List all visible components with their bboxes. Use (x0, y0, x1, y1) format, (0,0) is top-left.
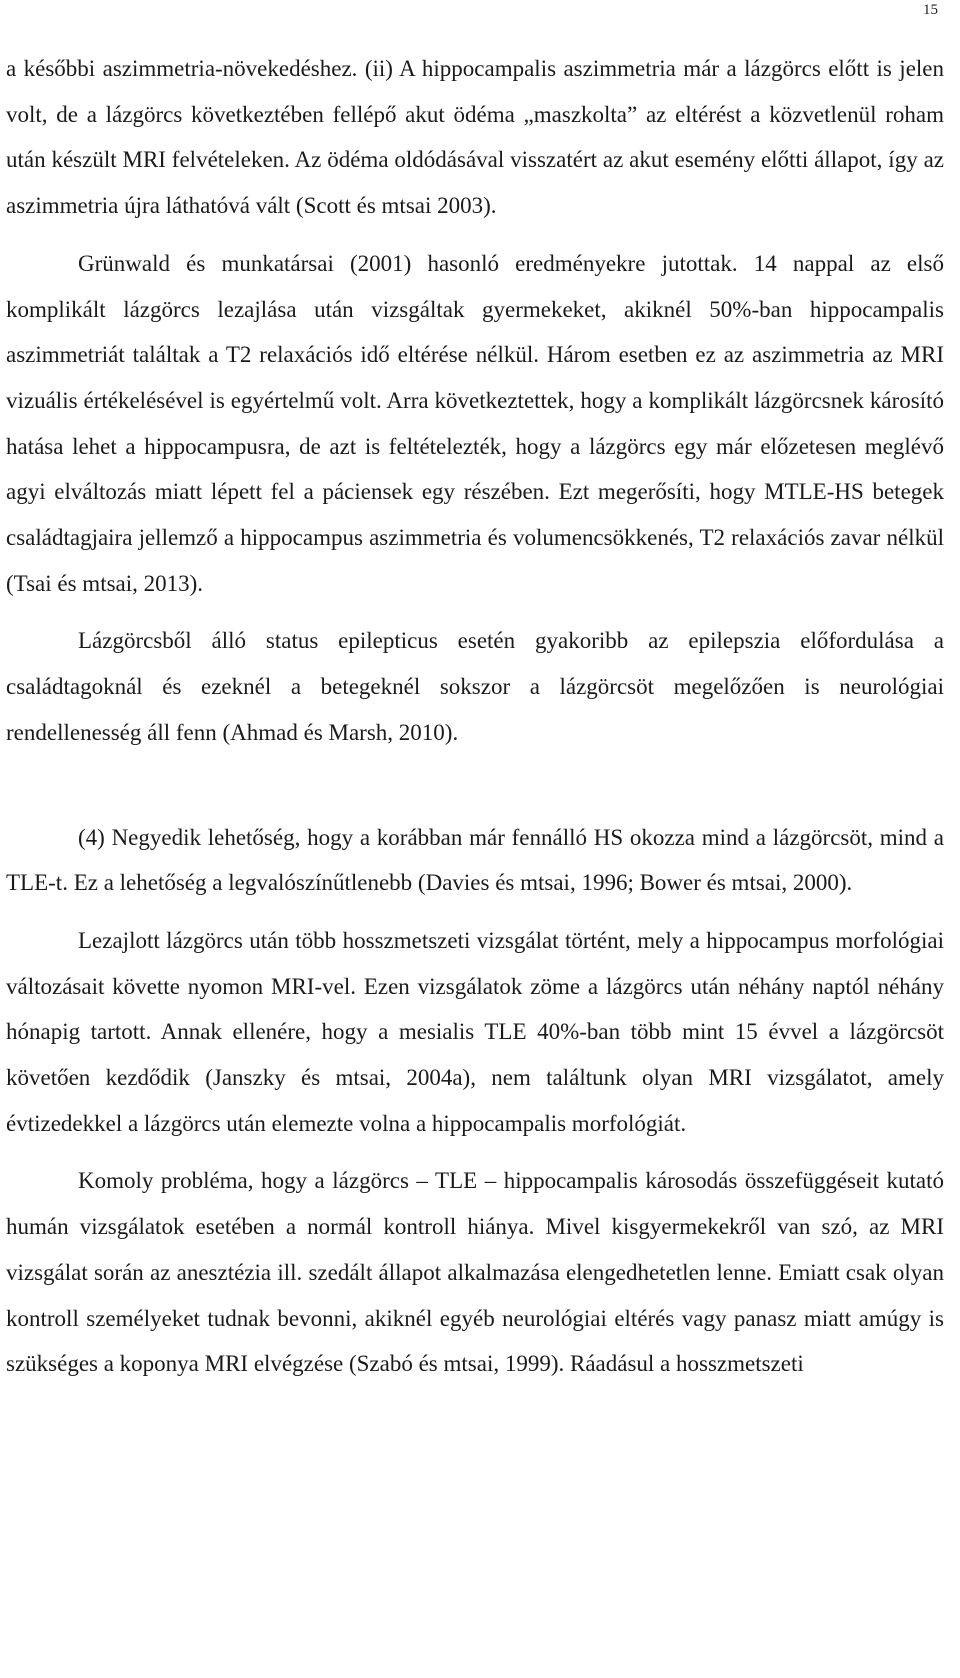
paragraph-1: a későbbi aszimmetria-növekedéshez. (ii) A hippocampalis aszimmetria már a lázgörcs előtt is jelen volt, de a lázgörcs következtében fellépő akut ödéma „maszkolta” az eltérést a közvetlenül roham után készült MRI felvételeken. Az ödéma oldódásával visszatért az akut esemény előtti állapot, így az aszimmetria újra láthatóvá vált (Scott és mtsai 2003). (6, 56, 944, 219)
paragraph-5: Lezajlott lázgörcs után több hosszmetszeti vizsgálat történt, mely a hippocampus morfológiai változásait követte nyomon MRI-vel. Ezen vizsgálatok zöme a lázgörcs után néhány naptól néhány hónapig tartott. Annak ellenére, hogy a mesialis TLE 40%-ban több mint 15 évvel a lázgörcsöt követően kezdődik (Janszky és mtsai, 2004a), nem találtunk olyan MRI vizsgálatot, amely évtizedekkel a lázgörcs után elemezte volna a hippocampalis morfológiát. (6, 927, 944, 1136)
paragraph-4: (4) Negyedik lehetőség, hogy a korábban már fennálló HS okozza mind a lázgörcsöt, mind a TLE-t. Ez a lehetőség a legvalószínűtlenebb (Davies és mtsai, 1996; Bower és mtsai, 2000). (6, 824, 944, 896)
paragraph-6: Komoly probléma, hogy a lázgörcs – TLE – hippocampalis károsodás összefüggéseit kutató humán vizsgálatok esetében a normál kontroll hiánya. Mivel kisgyermekekről van szó, az MRI vizsgálat során az anesztézia ill. szedált állapot alkalmazása elengedhetetlen lenne. Emiatt csak olyan kontroll személyeket tudnak bevonni, akiknél egyéb neurológiai eltérés vagy panasz miatt amúgy is szükséges a koponya MRI elvégzése (Szabó és mtsai, 1999). Ráadásul a hosszmetszeti (6, 1168, 944, 1377)
document-body (6, 46, 944, 1387)
page-number: 15 (923, 2, 938, 18)
paragraph-2: Grünwald és munkatársai (2001) hasonló eredményekre jutottak. 14 nappal az első komplikált lázgörcs lezajlása után vizsgáltak gyermekeket, akiknél 50%-ban hippocampalis aszimmetriát találtak a T2 relaxációs idő eltérése nélkül. Három esetben ez az aszimmetria az MRI vizuális értékelésével is egyértelmű volt. Arra következtettek, hogy a komplikált lázgörcsnek károsító hatása lehet a hippocampusra, de azt is feltételezték, hogy a lázgörcs egy már előzetesen meglévő agyi elváltozás miatt lépett fel a páciensek egy részében. Ezt megerősíti, hogy MTLE-HS betegek családtagjaira jellemző a hippocampus aszimmetria és volumencsökkenés, T2 relaxációs zavar nélkül (Tsai és mtsai, 2013). (6, 250, 944, 596)
paragraph-3: Lázgörcsből álló status epilepticus esetén gyakoribb az epilepszia előfordulása a családtagoknál és ezeknél a betegeknél sokszor a lázgörcsöt megelőzően is neurológiai rendellenesség áll fenn (Ahmad és Marsh, 2010). (6, 628, 944, 745)
